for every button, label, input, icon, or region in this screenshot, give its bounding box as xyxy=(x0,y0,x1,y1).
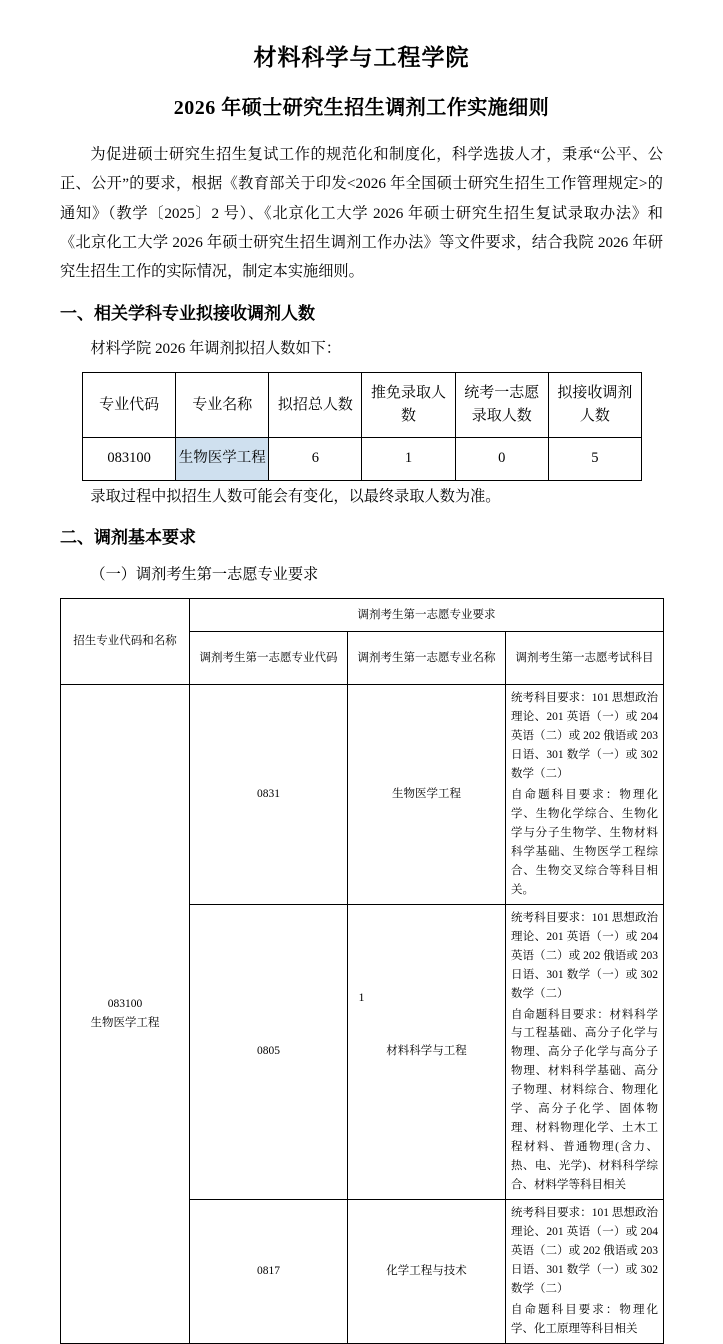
cell-first-choice-name: 材料科学与工程 xyxy=(348,904,506,1200)
cell-admission-major-name: 生物医学工程 xyxy=(90,1017,160,1029)
table-row xyxy=(83,437,642,480)
transfer-requirements-table-wrapper xyxy=(60,598,663,1344)
cell-first-choice-subjects xyxy=(506,685,664,905)
cell-major-name: 生物医学工程 xyxy=(176,437,269,480)
self-proposed-subject-text: 自命题科目要求：物理化学、生物化学综合、生物化学与分子生物学、生物材料科学基础、生物医学工程综合、生物交叉综合等科目相关。 xyxy=(511,788,658,896)
th-transfer: 拟接收调剂人数 xyxy=(548,372,641,437)
cell-recommended: 1 xyxy=(362,437,455,480)
self-proposed-subject-text: 自命题科目要求：物理化学、化工原理等科目相关 xyxy=(511,1304,658,1336)
th-major-code: 专业代码 xyxy=(83,372,176,437)
table-header-row-1 xyxy=(61,599,664,632)
cell-first-choice-code: 0817 xyxy=(190,1200,348,1344)
cell-first-choice-subjects xyxy=(506,904,664,1200)
transfer-requirements-table xyxy=(60,598,664,1344)
unified-subject-text: 统考科目要求：101 思想政治理论、201 英语（一）或 204 英语（二）或 202 俄语或 203 日语、301 数学（一）或 302 数学（二） xyxy=(511,692,658,780)
admission-table-wrapper xyxy=(82,372,663,481)
admission-table xyxy=(82,372,642,481)
section-1-lead: 材料学院 2026 年调剂拟招人数如下： xyxy=(90,340,341,358)
page-number: 1 xyxy=(358,990,365,1004)
th-unified: 统考一志愿录取人数 xyxy=(455,372,548,437)
section-2-heading: 二、调剂基本要求 xyxy=(60,528,196,548)
th-recommended: 推免录取人数 xyxy=(362,372,455,437)
th-group-requirement: 调剂考生第一志愿专业要求 xyxy=(190,599,664,632)
page-title-main: 2026 年硕士研究生招生调剂工作实施细则 xyxy=(173,97,550,120)
cell-transfer: 5 xyxy=(548,437,641,480)
th-first-choice-name: 调剂考生第一志愿专业名称 xyxy=(348,632,506,685)
cell-admission-major xyxy=(61,685,190,1344)
cell-first-choice-code: 0805 xyxy=(190,904,348,1200)
unified-subject-text: 统考科目要求：101 思想政治理论、201 英语（一）或 204 英语（二）或 202 俄语或 203 日语、301 数学（一）或 302 数学（二） xyxy=(511,911,658,1000)
section-1-heading: 一、相关学科专业拟接收调剂人数 xyxy=(60,304,315,324)
th-first-choice-subjects: 调剂考生第一志愿考试科目 xyxy=(506,632,664,685)
section-2-subheading: （一）调剂考生第一志愿专业要求 xyxy=(90,566,319,584)
cell-admission-major-code: 083100 xyxy=(107,998,143,1011)
cell-first-choice-code: 0831 xyxy=(190,685,348,905)
self-proposed-subject-text: 自命题科目要求：材料科学与工程基础、高分子化学与物理、高分子化学与高分子物理、材料科学基础、高分子物理、材料综合、物理化学、高分子化学、固体物理、材料物理化学、土木工程材料、普通物理(含力、热、电、光学)、材料科学综合、材料学等科目相关 xyxy=(511,1008,658,1192)
table-header-row xyxy=(83,372,642,437)
cell-first-choice-subjects xyxy=(506,1200,664,1344)
cell-first-choice-name: 化学工程与技术 xyxy=(348,1200,506,1344)
page-title-org: 材料科学与工程学院 xyxy=(253,45,470,70)
cell-total: 6 xyxy=(269,437,362,480)
th-major-name: 专业名称 xyxy=(176,372,269,437)
section-1-note: 录取过程中拟招生人数可能会有变化，以最终录取人数为准。 xyxy=(90,487,501,505)
th-major-code-name: 招生专业代码和名称 xyxy=(61,599,190,685)
th-first-choice-code: 调剂考生第一志愿专业代码 xyxy=(190,632,348,685)
cell-major-code: 083100 xyxy=(83,437,176,480)
intro-paragraph: 为促进硕士研究生招生复试工作的规范化和制度化，科学选拔人才，秉承“公平、公正、公开”的要求，根据《教育部关于印发<2026 年全国硕士研究生招生工作管理规定>的通知》（教学〔2025〕2 号）、《北京化工大学 2026 年硕士研究生招生复试录取办法》和《北京化工大学 2026 年硕士研究生招生调剂工作办法》等文件要求，结合我院 2026 年研究生招生工作的实际情况，制定本实施细则。 xyxy=(60,146,663,280)
unified-subject-text: 统考科目要求：101 思想政治理论、201 英语（一）或 204 英语（二）或 202 俄语或 203 日语、301 数学（一）或 302 数学（二） xyxy=(511,1207,658,1296)
table-row xyxy=(61,685,664,905)
cell-unified: 0 xyxy=(455,437,548,480)
th-total: 拟招总人数 xyxy=(269,372,362,437)
cell-first-choice-name: 生物医学工程 xyxy=(348,685,506,905)
